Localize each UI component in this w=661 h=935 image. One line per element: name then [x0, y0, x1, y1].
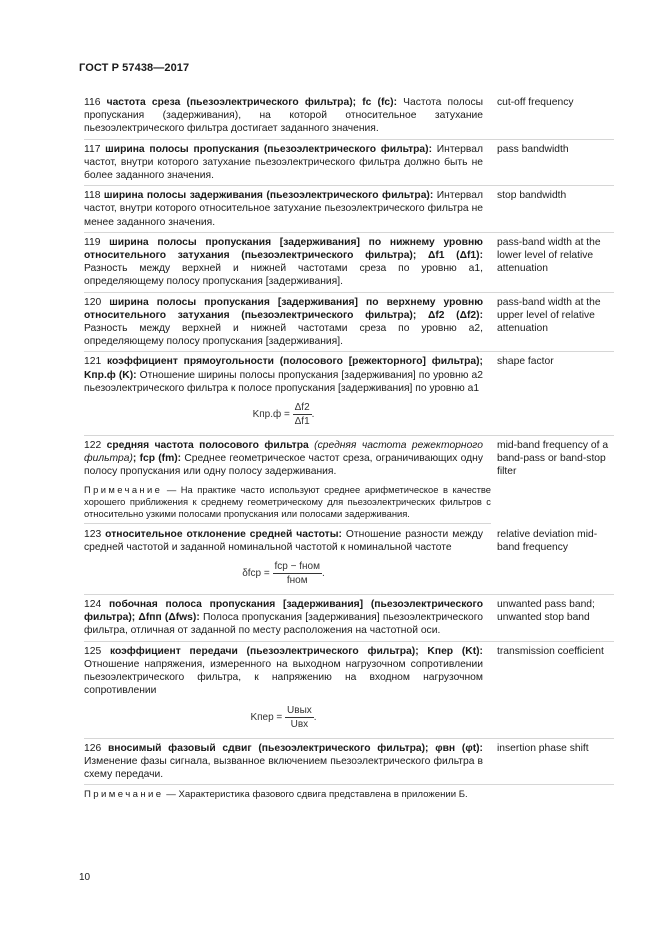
term-number: 125 [84, 645, 102, 657]
term-number: 123 [84, 528, 102, 540]
term-title: ширина полосы пропускания (пьезоэлектрического фильтра): [105, 143, 432, 155]
formula-numerator: Δf2 [294, 402, 310, 414]
term-ru [84, 528, 491, 591]
term-number: 126 [84, 742, 102, 754]
term-entry-118 [84, 189, 614, 233]
term-definition: Интервал частот, внутри которого затухание пьезоэлектрического фильтра должно быть не более заданного значения. [84, 143, 483, 182]
term-definition: Отношение ширины полосы пропускания [задерживания] по уровню a2 пьезоэлектрического фильтра к полосе пропускания [задерживания] по уровню a1 [84, 369, 484, 394]
term-entry-121 [84, 355, 614, 436]
term-definition: Частота полосы пропускания (задерживания), на которой относительное затухание пьезоэлектрического фильтра достигает заданного значения. [84, 97, 483, 135]
document-header: ГОСТ Р 57438—2017 [79, 62, 190, 74]
term-number: 122 [84, 440, 102, 452]
term-entry-126 [84, 742, 614, 786]
term-number: 117 [84, 143, 101, 155]
note-text: — Характеристика фазового сдвига представлена в приложении Б. [163, 789, 468, 801]
term-entry-123 [84, 528, 614, 595]
term-title: коэффициент передачи (пьезоэлектрического фильтра); [109, 645, 419, 657]
term-symbol: Δf2 (Δf2): [416, 309, 483, 321]
term-en: relative deviation mid-band frequency [497, 528, 598, 553]
term-en: unwanted pass band; unwanted stop band [497, 599, 595, 624]
term-en: pass-band width at the lower level of relative attenuation [497, 236, 601, 275]
note-label: Примечание [84, 789, 164, 801]
term-title: побочная полоса пропускания [задерживания] (пьезоэлектрического фильтра); [84, 599, 483, 624]
term-definition: Полоса пропускания [задерживания] пьезоэлектрического фильтра, отличная от заданной по месту расположения на частотной оси. [84, 612, 484, 637]
term-number: 124 [84, 599, 102, 611]
term-number: 116 [84, 97, 101, 108]
formula-numerator: Uвых [287, 704, 312, 716]
term-ru [84, 439, 491, 479]
term-title: ширина полосы задерживания (пьезоэлектрического фильтра): [103, 190, 434, 202]
formula-tail: . [311, 409, 315, 421]
term-ru [84, 96, 491, 136]
term-title: ширина полосы пропускания [задерживания] по верхнему уровню относительного затухания (пьезоэлектрического фильтра); [84, 296, 483, 321]
note-final [84, 789, 614, 801]
term-entry-122 [84, 439, 614, 482]
term-entry-116 [84, 96, 614, 140]
term-symbol: Δfпп (Δfws): [135, 612, 200, 624]
term-symbol: ; fc (fc): [352, 97, 398, 108]
term-title: относительное отклонение средней частоты: [105, 528, 342, 540]
term-entry-117 [84, 143, 614, 187]
formula-fraction [273, 560, 322, 587]
term-ru [84, 236, 491, 289]
term-entry-119 [84, 236, 614, 293]
term-en: cut-off frequency [497, 97, 574, 108]
term-number: 121 [84, 356, 102, 368]
term-ru [84, 742, 491, 782]
formula-fraction [293, 401, 312, 428]
formula-numerator: fср − fном [274, 561, 320, 573]
term-alt-title: (средняя частота режекторного фильтра) [84, 440, 483, 465]
formula-lhs: δfср = [242, 568, 270, 580]
formula-tail: . [313, 711, 317, 723]
term-title: ширина полосы пропускания [задерживания] по нижнему уровню относительного затухания (пьезоэлектрического фильтра); [84, 236, 483, 262]
formula-lhs: Kпер = [250, 711, 283, 723]
term-entry-120 [84, 296, 614, 353]
term-symbol: Δf1 (Δf1): [416, 250, 483, 262]
term-symbol: φвн (φt): [428, 742, 483, 754]
term-definition: Интервал частот, внутри которого относительное затухание пьезоэлектрического фильтра не менее заданного значения. [84, 190, 483, 228]
formula [84, 698, 483, 735]
formula-tail: . [322, 568, 325, 580]
term-symbol: Kпер (Kt): [418, 645, 483, 657]
term-ru [84, 296, 491, 349]
term-title: коэффициент прямоугольности (полосового [режекторного] фильтра); [107, 356, 483, 368]
formula-denominator: fном [286, 575, 308, 587]
term-number: 119 [84, 236, 101, 248]
term-entry-125 [84, 645, 614, 739]
formula [84, 554, 483, 591]
term-en: transmission coefficient [497, 645, 604, 657]
term-ru [84, 355, 491, 432]
note-122 [84, 484, 491, 524]
formula-denominator: Uвх [290, 718, 309, 730]
terms-list [84, 96, 614, 801]
term-ru [84, 645, 491, 735]
term-number: 118 [84, 190, 101, 202]
term-definition: Среднее геометрическое частот среза, ограничивающих одну полосу пропускания или одну полосу задерживания. [84, 453, 483, 478]
page-number: 10 [79, 872, 91, 883]
term-definition: Изменение фазы сигнала, вызванное включением пьезоэлектрического фильтра в схему передачи. [84, 755, 483, 780]
term-en: mid-band frequency of a band-pass or band-stop filter [497, 440, 609, 478]
term-definition: Отношение разности между средней частотой и заданной номинальной частотой к номинальной частоте [84, 528, 483, 553]
term-en: stop bandwidth [497, 190, 567, 202]
term-title: вносимый фазовый сдвиг (пьезоэлектрического фильтра); [107, 742, 429, 754]
term-en: pass bandwidth [497, 143, 569, 155]
formula-lhs: Kпр.ф = [252, 409, 290, 421]
formula [84, 395, 483, 432]
term-ru [84, 143, 491, 183]
term-definition: Отношение напряжения, измеренного на выходном нагрузочном сопротивлении пьезоэлектрического фильтра, к напряжению на входном нагрузочном сопротивлении [84, 658, 483, 697]
term-entry-124 [84, 598, 614, 642]
note-text: — На практике часто используют среднее арифметическое в качестве хорошего приближения к среднему геометрическому для пьезоэлектрических фильтров с относительно узкими полосами пропускания или полосами задерживания. [84, 483, 491, 519]
term-en: pass-band width at the upper level of relative attenuation [497, 296, 601, 335]
term-symbol: ; fср (fm): [132, 453, 182, 465]
note-label: Примечание [84, 483, 163, 495]
term-title: частота среза (пьезоэлектрического фильтра) [106, 97, 353, 108]
term-symbol: Kпр.ф (K): [84, 369, 137, 381]
term-ru [84, 598, 491, 638]
term-number: 120 [84, 296, 102, 308]
term-definition: Разность между верхней и нижней частотами среза по уровню a2, определяющему полосу пропускания [задерживания]. [84, 323, 483, 348]
term-ru [84, 189, 491, 229]
term-en: insertion phase shift [497, 742, 589, 754]
formula-fraction [285, 704, 314, 731]
formula-denominator: Δf1 [294, 416, 310, 428]
term-title: средняя частота полосового фильтра [106, 440, 309, 452]
term-en: shape factor [497, 356, 554, 368]
term-definition: Разность между верхней и нижней частотами среза по уровню a1, определяющему полосу пропускания [задерживания]. [84, 263, 483, 288]
